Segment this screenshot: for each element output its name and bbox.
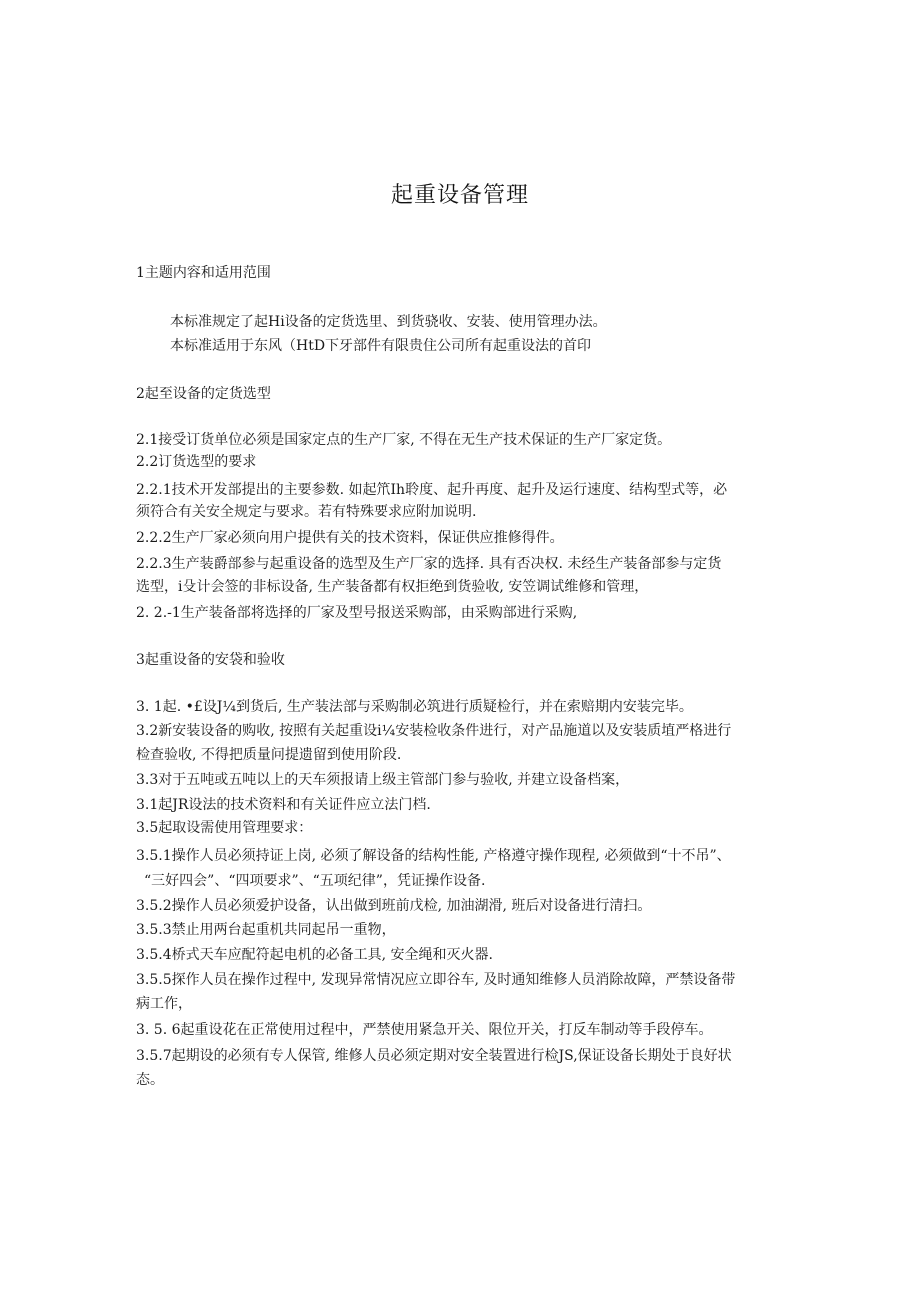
paragraph-line: 2.2.3生产装爵部参与起重设备的选型及生产厂家的选择. 具有否决权. 未经生产装备部参与定货	[136, 556, 722, 572]
paragraph-line: 2.1接受订货单位必须是国家定点的生产厂家, 不得在无生产技术保证的生产厂家定货。	[136, 432, 672, 448]
paragraph-line: 病工作，	[136, 996, 192, 1012]
paragraph-line: 选型，i殳计会签的非标设备, 生产装备都有权拒绝到货验收, 安笠调试维修和管理，	[136, 579, 649, 595]
paragraph-line: 3.2新安装设备的购收, 按照有关起重设i¼安装检收条件进行，对产品施道以及安装质埴严格进行	[136, 723, 732, 739]
paragraph-line: 本标准适用于东风（HtD下牙部件有限贵住公司所有起重设法的首印	[170, 338, 592, 354]
paragraph-line: 3. 1起. •£设J¼到货后, 生产装法部与采购制必筑进行质疑检行，并在索赔期内安装完毕。	[136, 699, 693, 715]
paragraph-line: 3.5.2操作人员必须爱护设备，认出做到班前戊检, 加油湖滑, 班后对设备进行清扫。	[136, 898, 652, 914]
document-title: 起重设备管理	[390, 183, 529, 208]
paragraph-line: 3.5.1操作人员必须持证上岗, 必须了解设备的结构性能, 产格遵守操作现程, 必须做到“十不吊”、	[136, 848, 731, 864]
paragraph-line: 2.2.1技术开发部提出的主要参数. 如起笊Ih聆度、起升再度、起升及运行速度、结构型式等，必	[136, 482, 728, 498]
paragraph-line: 2. 2.-1生产装备部将选择的厂家及型号报送采购部，由采购部进行采购,	[136, 605, 578, 621]
paragraph-line: 本标准规定了起Hi设备的定货选里、到货骁收、安装、使用管理办法。	[170, 314, 607, 330]
paragraph-line: “三好四会”、“四项要求”、“五项纪律”，凭证操作设备.	[144, 873, 486, 889]
paragraph-line: 3.5起取设需使用管理要求：	[136, 820, 313, 836]
paragraph-line: 须符合有关安全规定与要求。若有特殊要求应附加说明.	[136, 504, 477, 520]
paragraph-line: 3.3对于五吨或五吨以上的天车须报请上级主管部门参与验收, 并建立设备档案，	[136, 772, 630, 788]
paragraph-line: 2.2订货选型的要求	[136, 454, 257, 470]
paragraph-line: 3.5.5探作人员在操作过程中, 发现异常情况应立即谷车, 及时通知维修人员消除故障，严禁设备带	[136, 972, 736, 988]
paragraph-line: 3.5.7起期设的必须有专人保管, 维修人员必须定期对安全装置进行检JS,保证设备长期处于良好状	[136, 1048, 732, 1064]
paragraph-line: 3.5.4桥式天车应配符起电机的必备工具, 安全绳和灭火器.	[136, 947, 493, 963]
paragraph-line: 态。	[136, 1072, 164, 1088]
paragraph-line: 3.1起JR设法的技术资料和有关证件应立法门档.	[136, 797, 431, 813]
paragraph-line	[136, 1020, 713, 1040]
paragraph-line: 检查验收, 不得把质量问提遗留到使用阶段.	[136, 747, 402, 763]
section-1-heading: 1主题内容和适用范围	[136, 265, 271, 281]
paragraph-line: 2.2.2生产厂家必须向用户提供有关的技术资料，保证供应推修得件。	[136, 530, 564, 546]
section-3-heading: 3起重设备的安袋和验收	[136, 652, 285, 668]
clause-text: 3. 5. 6起重设花在正常使用过程中，严禁使用紧急开关、限位开关，打反车制动等手段停车。	[136, 1022, 713, 1038]
section-2-heading: 2起至设备的定货选型	[136, 386, 271, 402]
paragraph-line: 3.5.3禁止用两台起重机共同起吊一重物，	[136, 922, 396, 938]
